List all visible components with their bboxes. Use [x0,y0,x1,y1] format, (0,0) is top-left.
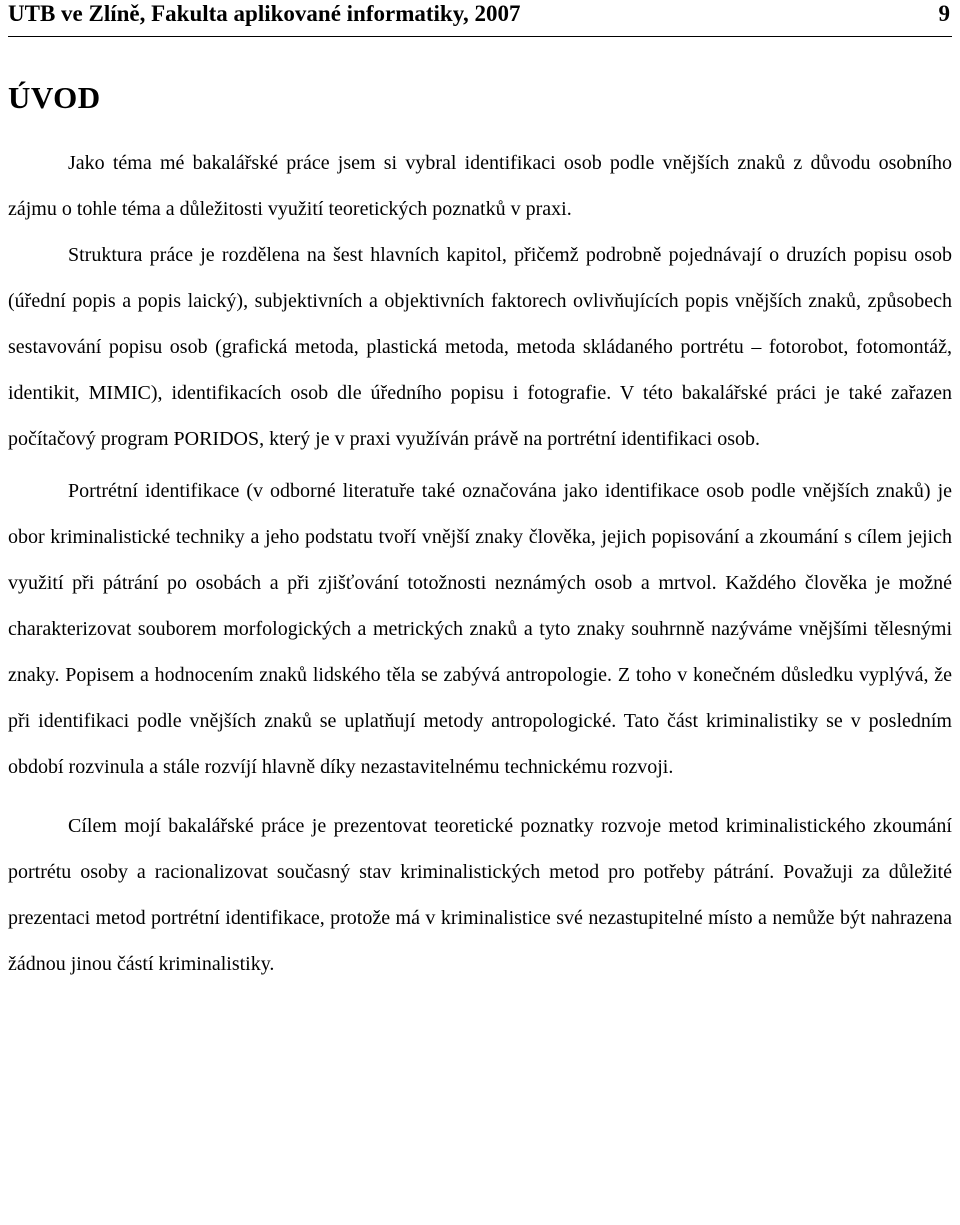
paragraph-goal: Cílem mojí bakalářské práce je prezentovat teoretické poznatky rozvoje metod kriminalistického zkoumání portrétu osoby a racionalizovat současný stav kriminalistických metod pro potřeby pátrání. Považuji za důležité prezentaci metod portrétní identifikace, protože má v kriminalistice své nezastupitelné místo a nemůže být nahrazena žádnou jinou částí kriminalistiky. [8,815,952,975]
page-header [8,0,952,37]
paragraph-intro: Jako téma mé bakalářské práce jsem si vybral identifikaci osob podle vnějších znaků z důvodu osobního zájmu o tohle téma a důležitosti využití teoretických poznatků v praxi. [8,152,952,220]
paragraph-portrait-identification: Portrétní identifikace (v odborné literatuře také označována jako identifikace osob podle vnějších znaků) je obor kriminalistické techniky a jeho podstatu tvoří vnější znaky člověka, jejich popisování a zkoumání s cílem jejich využití při pátrání po osobách a při zjišťování totožnosti neznámých osob a mrtvol. Každého člověka je možné charakterizovat souborem morfologických a metrických znaků a tyto znaky souhrnně nazýváme vnějšími tělesnými znaky. Popisem a hodnocením znaků lidského těla se zabývá antropologie. Z toho v konečném důsledku vyplývá, že při identifikaci podle vnějších znaků se uplatňují metody antropologické. Tato část kriminalistiky se v posledním období rozvinula a stále rozvíjí hlavně díky nezastavitelnému technickému rozvoji. [8,480,952,778]
header-title: UTB ve Zlíně, Fakulta aplikované informatiky, 2007 [8,1,521,26]
body-text [8,140,952,987]
section-heading: ÚVOD [8,80,101,115]
page-number: 9 [938,1,950,26]
paragraph-structure: Struktura práce je rozdělena na šest hlavních kapitol, přičemž podrobně pojednávají o druzích popisu osob (úřední popis a popis laický), subjektivních a objektivních faktorech ovlivňujících popis vnějších znaků, způsobech sestavování popisu osob (grafická metoda, plastická metoda, metoda skládaného portrétu – fotorobot, fotomontáž, identikit, MIMIC), identifikacích osob dle úředního popisu i fotografie. V této bakalářské práci je také zařazen počítačový program PORIDOS, který je v praxi využíván právě na portrétní identifikaci osob. [8,244,952,450]
